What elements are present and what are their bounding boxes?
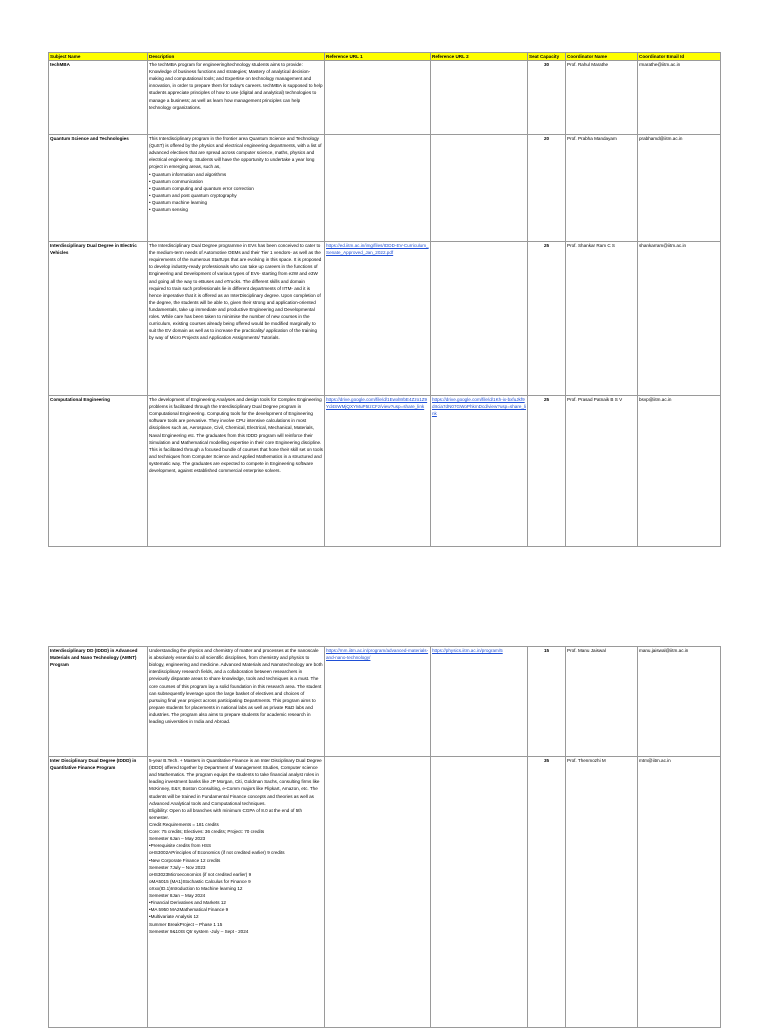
reference-url-2-cell [431, 647, 528, 757]
subject-name-cell: Quantum Science and Technologies [49, 135, 148, 242]
coordinator-name-cell: Prof. Prabha Mandayam [566, 135, 638, 242]
description-line: •New Corporate Finance 12 credits [149, 857, 221, 863]
reference-link[interactable]: https://drive.google.com/file/d/1Kh-ix-bxfuJkf9dIIcia7dN07GWoPhkmDcd/view?usp=share_link [432, 397, 527, 417]
coordinator-name-cell: Prof. Rahul Marathe [566, 61, 638, 135]
description-line: • Quantum computing and quantum error correction [149, 185, 254, 191]
table-row [49, 242, 721, 396]
description-line: Understanding the physics and chemistry of matter and processes at the nanoscale is absolutely essential to all scientific disciplines, from chemistry and physics to biology, engineering and medicine. Advanced Materials and Nanotechnology are both interdisciplinary research fields, and a collaboration between researchers in previously disparate areas to share knowledge, tools and techniques is a must. The core courses of this program lay a solid foundation in this research area. The student can subsequently leverage upon the large basket of electives and choices of pursuing final year project across participating Departments. This program aims to prepare students for placements in national labs as well as private R&D labs and industries. The program also aims to prepare students for academic research in leading universities in India and Abroad. [149, 648, 323, 725]
table-header [49, 53, 721, 61]
table-row [49, 757, 721, 1028]
description-cell [148, 61, 325, 135]
seat-capacity-cell: 25 [528, 242, 566, 396]
reference-link[interactable]: https://physics.iitm.ac.in/program/5 [432, 648, 503, 653]
description-line: • Quantum machine learning [149, 199, 208, 205]
subject-name-cell: techMBA [49, 61, 148, 135]
seat-capacity-cell: 35 [528, 757, 566, 1028]
reference-url-1-cell [325, 757, 431, 1028]
description-line: • Quantum sensing [149, 207, 188, 213]
description-line: oHS3002APrinciples of Economics (if not credited earlier) 9 credits [149, 850, 285, 856]
coordinator-name-cell: Prof. Prasad Patnaik B S V [566, 396, 638, 547]
coordinator-email-cell: rmarathe@iitm.ac.in [638, 61, 721, 135]
description-line: Semester 9&10IS Qtr system -July – Sept - 2024 [149, 928, 249, 934]
reference-url-1-cell [325, 396, 431, 547]
description-line: Semester 8Jan – May 2024 [149, 893, 206, 899]
description-line: •Financial Derivatives and Markets 12 [149, 900, 226, 906]
description-line: The techMBA program for engineering/technology students aims to provide: Knowledge of business functions and strategies; Mastery of analytical decision-making and computational tools; and Expertise on technology management and innovation, in order to prepare them for today's careers. techMBA is supposed to help students appreciate principles of how to use (digital and analytical) technologies to manage a business; as well as learn how management principles can help technology organizations. [149, 62, 323, 110]
description-line: •MA 5950 MA2Mathematical Finance 9 [149, 907, 229, 913]
description-cell [148, 647, 325, 757]
description-line: The Interdisciplinary Dual Degree programme in EVs has been conceived to cater to the medium-term needs of Automotive OEMs and their Tier 1 vendors- as well as the requirements of the numerous StartUps that are evolving in this space. It is proposed to develop industry-ready professionals who can take up careers in the functions of Engineering and Development of various types of EVs- starting from e2W and e3W and going all the way to eBuses and eTrucks. The different skills and domain required to train such professionals lie in different departments of IITM- and it is hence imperative that it is offered as an InterDisciplinary degree. Upon completion of the degree, the students will be able to, given their strong and application-oriented fundamentals, take up immediate and productive Engineering and Developmental roles. While care has been taken to minimise the number of new courses in the curriculum, existing courses already being offered would be modified marginally to suit the EV domain as well as to increase the practicality/ application of the training by way of Micro Projects and Application Assignments/ Tutorials. [149, 243, 322, 341]
description-line: • Quantum and post quantum cryptography [149, 192, 237, 198]
reference-url-2-cell [431, 61, 528, 135]
subject-name-cell: Computational Engineering [49, 396, 148, 547]
table-row [49, 647, 721, 757]
seat-capacity-cell: 15 [528, 647, 566, 757]
seat-capacity-cell: 25 [528, 396, 566, 547]
description-line: •Multivariate Analysis 12 [149, 914, 199, 920]
subject-name-cell: Interdisciplinary DD (IDDD) in Advanced Materials and Nano Technology (AMNT) Program [49, 647, 148, 757]
reference-url-2-cell [431, 396, 528, 547]
reference-url-1-cell [325, 61, 431, 135]
description-line: oHS3023Microeconomics (if not credited earlier) 9 [149, 871, 252, 877]
coordinator-name-cell: Prof. Thenmozhi M [566, 757, 638, 1028]
header-description: Description [148, 53, 325, 61]
description-cell [148, 396, 325, 547]
programs-table-top [48, 52, 721, 547]
subject-name-cell: Inter Disciplinary Dual Degree (IDDD) in Quantitative Finance Program [49, 757, 148, 1028]
coordinator-email-cell: shankarram@iitm.ac.in [638, 242, 721, 396]
seat-capacity-cell: 30 [528, 61, 566, 135]
reference-link[interactable]: https://mm.iitm.ac.in/program/advanced-materials-and-nano-technology/ [326, 648, 429, 661]
description-line: Summer BreakProject – Phase 1 15 [149, 921, 223, 927]
reference-url-2-cell [431, 135, 528, 242]
coordinator-email-cell: bsvp@iitm.ac.in [638, 396, 721, 547]
description-line: oMA5015 (MA1)Stochastic Calculus for Finance 9 [149, 878, 251, 884]
header-reference-url-2: Reference URL 2 [431, 53, 528, 61]
description-line: oXxx(ID.1)Introduction to Machine learning 12 [149, 885, 243, 891]
reference-link[interactable]: https://ed.iitm.ac.in/img/files/IDDD-EV-Curriculum_Senate_Approved_Jan_2022.pdf [326, 243, 429, 256]
header-seat-capacity: Seat Capacity [528, 53, 566, 61]
description-line: •Prerequisite credits from HSS [149, 843, 212, 849]
coordinator-email-cell: prabhamd@iitm.ac.in [638, 135, 721, 242]
programs-table-bottom [48, 646, 721, 1028]
table-body-top [49, 61, 721, 547]
description-cell [148, 757, 325, 1028]
header-coordinator-email: Coordinator Email Id [638, 53, 721, 61]
subject-name-cell: Interdisciplinary Dual Degree in Electric Vehicles [49, 242, 148, 396]
description-line: Semester 6Jan – May 2023 [149, 836, 206, 842]
reference-url-1-cell [325, 647, 431, 757]
header-reference-url-1: Reference URL 1 [325, 53, 431, 61]
description-line: • Quantum information and algorithms [149, 171, 227, 177]
coordinator-name-cell: Prof. Shankar Ram C S [566, 242, 638, 396]
header-subject-name: Subject Name [49, 53, 148, 61]
reference-url-1-cell [325, 135, 431, 242]
seat-capacity-cell: 20 [528, 135, 566, 242]
table-body-bottom [49, 647, 721, 1028]
description-line: 5-year B.Tech. + Masters in Quantitative Finance is an Inter Disciplinary Dual Degree (IDDD) offered together by Department of Management Studies, Computer science and Mathematics. The program equips the students to take financial analyst roles in leading investment banks like JP Morgan, Citi, Goldman Sachs, consulting firms like McKinney, E&Y, Boston Consulting, e-Comm majors like Flipkart, Amazon, etc. The students will be trained in Fundamental Finance concepts and theories as well as Advanced Analytical tools and Computational techniques. [149, 758, 322, 806]
description-line: Credit Requirements = 181 credits [149, 821, 219, 827]
description-line: Semester 7July – Nov 2023 [149, 864, 206, 870]
reference-url-2-cell [431, 757, 528, 1028]
description-cell [148, 135, 325, 242]
header-coordinator-name: Coordinator Name [566, 53, 638, 61]
description-line: The development of Engineering Analyses and design tools for Complex Engineering problems is facilitated through the Interdisciplinary Dual Degree program in Computational Engineering. Computing tools for the development of Engineering software tools are pervasive. They involve CPU intensive calculations in most disciplines such as, Aerospace, Civil, Chemical, Electrical, Mechanical, Materials, Naval Engineering etc. The graduates from this IDDD program will reinforce their Simulation and Mathematical modelling expertise in their core Engineering discipline. This is facilitated through a focused bundle of courses that hone their skill set on tools and techniques from Computer Science and Applied Mathematics in a structured and systematic way. The graduates are expected to compete in Engineering software development, against established commercial enterprise solvers. [149, 397, 323, 474]
coordinator-name-cell: Prof. Manu Jaiswal [566, 647, 638, 757]
reference-url-2-cell [431, 242, 528, 396]
description-cell [148, 242, 325, 396]
table-row [49, 61, 721, 135]
reference-url-1-cell [325, 242, 431, 396]
description-line: Eligibility: Open to all branches with minimum CGPA of 8.0 at the end of 5th semester. [149, 807, 303, 820]
description-line: • Quantum communication [149, 178, 203, 184]
coordinator-email-cell: manu.jaiswal@iitm.ac.in [638, 647, 721, 757]
coordinator-email-cell: mtm@iitm.ac.in [638, 757, 721, 1028]
table-row [49, 135, 721, 242]
description-line: Core: 75 credits; Electives: 36 credits; Project: 70 credits [149, 829, 265, 835]
description-line: This Interdisciplinary program in the frontier area Quantum Science and Technology (QuST) is offered by the physics and electrical engineering departments, with a list of advanced electives that are spread across computer science, maths, physics and electrical engineering. Students will have the opportunity to undertake a year long project in emerging areas, such as, [149, 136, 322, 170]
reference-link[interactable]: https://drive.google.com/file/d/1Ewxl8rbE4Zzo1Z9Yd4SWMjQXYMuP5IzCFz/view?usp=share_link [326, 397, 428, 410]
table-row [49, 396, 721, 547]
